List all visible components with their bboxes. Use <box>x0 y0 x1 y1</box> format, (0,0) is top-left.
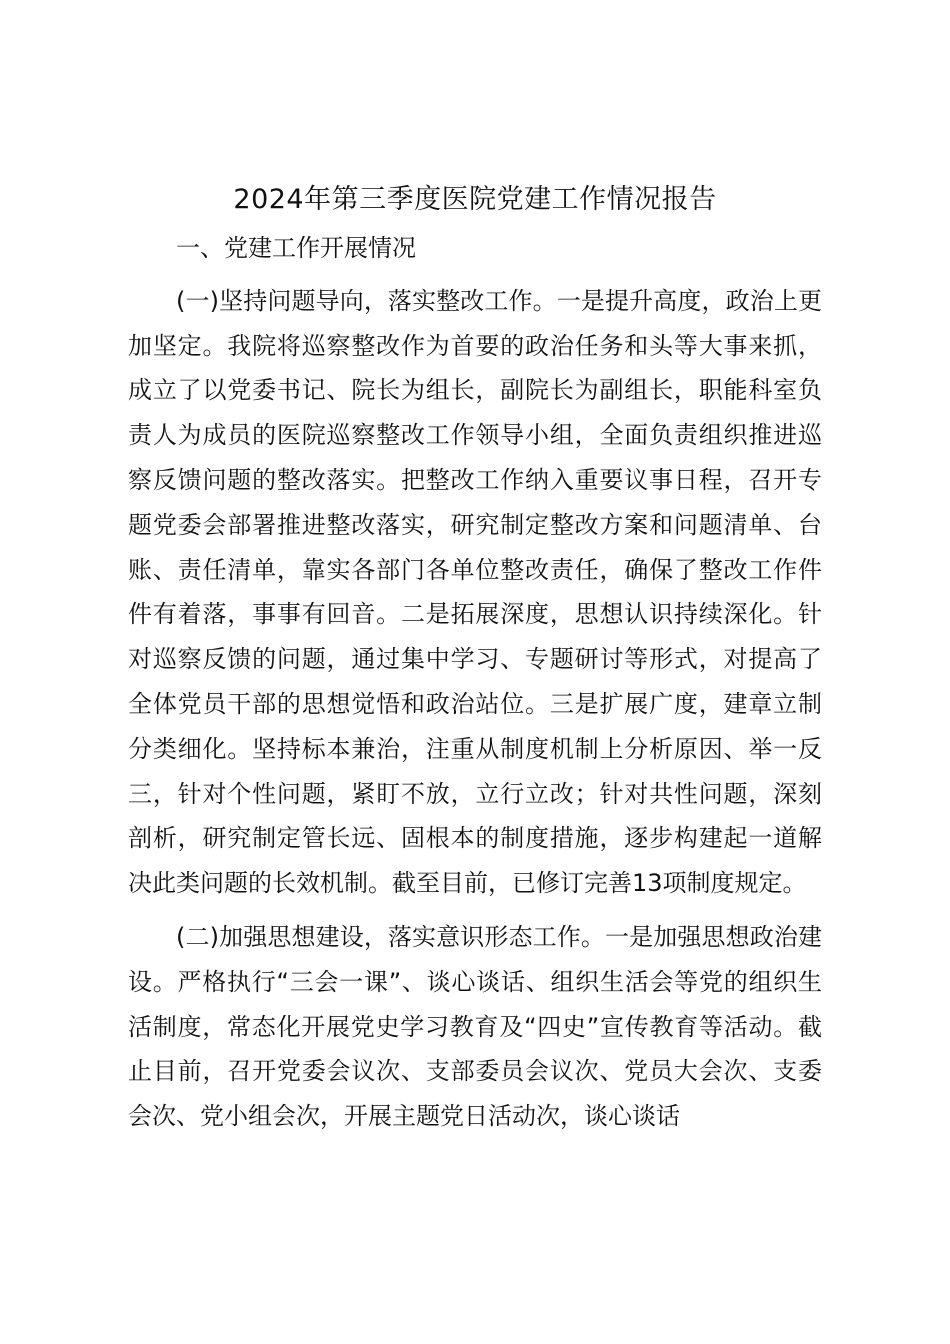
document-title: 2024年第三季度医院党建工作情况报告 <box>233 184 717 215</box>
paragraph-1: (一)坚持问题导向，落实整改工作。一是提升高度，政治上更加坚定。我院将巡察整改作为首要的政治任务和头等大事来抓，成立了以党委书记、院长为组长，副院长为副组长，职能科室负责人为成员的医院巡察整改工作领导小组，全面负责组织推进巡察反馈问题的整改落实。把整改工作纳入重要议事日程，召开专题党委会部署推进整改落实，研究制定整改方案和问题清单、台账、责任清单，靠实各部门各单位整改责任，确保了整改工作件件有着落，事事有回音。二是拓展深度，思想认识持续深化。针对巡察反馈的问题，通过集中学习、专题研讨等形式，对提高了全体党员干部的思想觉悟和政治站位。三是扩展广度，建章立制分类细化。坚持标本兼治，注重从制度机制上分析原因、举一反三，针对个性问题，紧盯不放，立行立改；针对共性问题，深刻剖析，研究制定管长远、固根本的制度措施，逐步构建起一道解决此类问题的长效机制。截至目前，已修订完善13项制度规定。 <box>128 286 822 898</box>
section-heading: 一、党建工作开展情况 <box>176 234 416 262</box>
paragraph-2: (二)加强思想建设，落实意识形态工作。一是加强思想政治建设。严格执行“三会一课”、谈心谈话、组织生活会等党的组织生活制度，常态化开展党史学习教育及“四史”宣传教育等活动。截止目前，召开党委会议次、支部委员会议次、党员大会次、支委会次、党小组会次，开展主题党日活动次，谈心谈话 <box>128 922 822 1131</box>
document-body <box>128 226 822 1139</box>
